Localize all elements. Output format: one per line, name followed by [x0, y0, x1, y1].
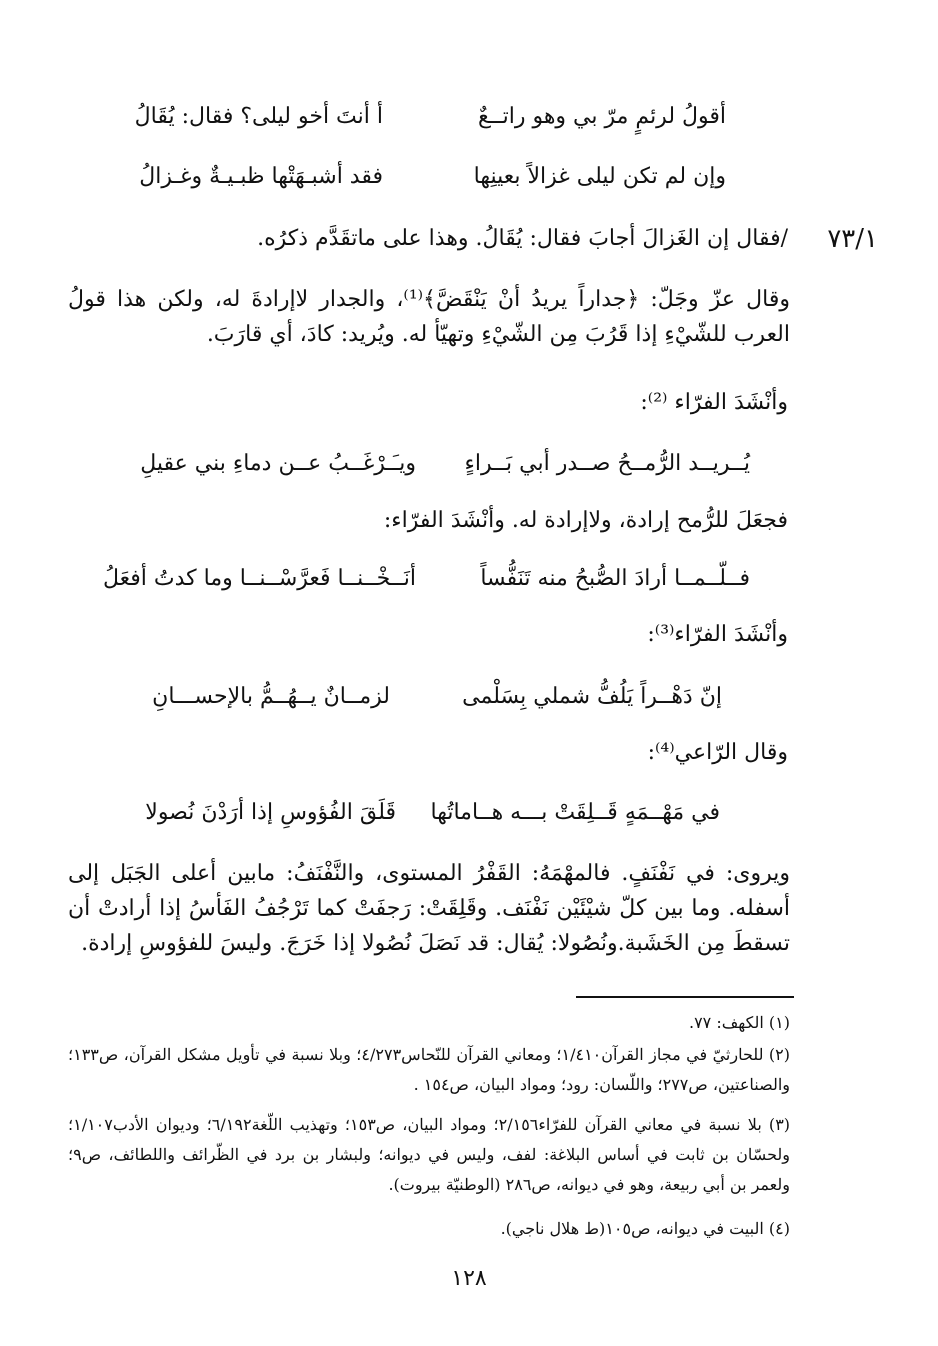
verse-1-second-hemistich: أ أنتَ أخو ليلى؟ فقال: يُقَالُ [134, 104, 383, 129]
footnote-separator [576, 996, 794, 998]
verse-5-second-hemistich: لزمــانٌ يــهُــمُّ بالإحســـانِ [152, 684, 390, 709]
verse-4-first-hemistich: فــلّــمــا أرادَ الصُّبحُ منه تَنَفُّساً [480, 566, 750, 591]
verse-3-second-hemistich: ويـَـرْغَــبُ عــن دماءِ بني عقيلِ [140, 451, 416, 476]
footnote-3: (٣) بلا نسبة في معاني القرآن للفرّاء٢/١٥٦؛ ومواد البيان، ص١٥٣؛ وتهذيب اللّغة٦/١٩٢؛ وديوان الأدب١/١٠٧؛ ولحسّان بن ثابت في أساس البلاغة: لفف، وليس في ديوانه؛ ولبشار بن برد في الظّرائف واللطائف، ص٩؛ ولعمر بن أبي ربيعة، وهو في ديوانه، ص٢٨٦ (الوطنيّة بيروت). [68, 1115, 791, 1194]
text-line: فجعَلَ للرُّمح إرادة، ولاإرادة له. وأنْشَدَ الفرّاء: [383, 508, 788, 533]
text-line: وأنْشَدَ الفرّاء ⁽²⁾: [640, 390, 788, 415]
text-line: وقال الرّاعي⁽⁴⁾: [647, 740, 788, 765]
verse-2-second-hemistich: فقد أشبـهَتْها ظبـيـةٌ وغـزالُ [139, 164, 383, 189]
footnote-4: (٤) البيت في ديوانه، ص١٠٥(ط هلال ناجي). [500, 1219, 790, 1238]
text-line: /فقال إن الغَزالَ أجابَ فقال: يُقَالُ. وهذا على ماتقَدَّم ذكرُه. [257, 226, 788, 251]
text-line: وأنْشَدَ الفرّاء⁽³⁾: [647, 622, 788, 647]
verse-2-first-hemistich: وإن لم تكن ليلى غزالاً بعينِها [473, 164, 726, 189]
verse-6-second-hemistich: قَلَقَ الفُؤوسِ إذا أرَدْنَ نُصولا [145, 800, 396, 825]
margin-page-reference: ٧٣/١ [827, 224, 878, 254]
verse-6-first-hemistich: في مَهْــمَهٍ قَــلِقَتْ بـــه هــاماتُها [430, 800, 720, 825]
verse-3-first-hemistich: يُــريــد الرُّمــحُ صــدر أبي بَــراءٍ [464, 451, 750, 476]
verse-4-second-hemistich: أنَــخْــنــا فَعرَّسْــنــا وما كدتُ أفعَلُ [103, 566, 416, 591]
paragraph: وقال عزّ وجَلّ: ﴿جداراً يريدُ أنْ يَنْقَضَّ﴾⁽¹⁾، والجدار لاإرادةَ له، ولكن هذا قولُ العرب للشّيْءِ إذا قَرُبَ مِن الشّيْءِ وتهيّأ له. ويُريد: كادَ، أي قارَبَ. [68, 287, 790, 347]
verse-1-first-hemistich: أقولُ لرئمٍ مرّ بي وهو راتــعٌ [478, 104, 726, 129]
page-number: ١٢٨ [451, 1266, 487, 1291]
footnote-2: (٢) للحارثيّ في مجاز القرآن١/٤١٠؛ ومعاني القرآن للنّحاس٤/٢٧٣؛ وبلا نسبة في تأويل مشكل القرآن، ص١٣٣؛ والصناعتين، ص٢٧٧؛ واللّسان: رود؛ ومواد البيان، ص١٥٤ . [68, 1045, 791, 1094]
footnote-1: (١) الكهف: ٧٧. [688, 1013, 790, 1032]
verse-5-first-hemistich: إنّ دَهْــراً يَلُفُّ شملي بِسَلْمى [462, 684, 722, 709]
paragraph: ويروى: في نَفْنَفٍ. فالمهْمَهُ: القَفْرُ المستوى، والنَّفْنَفُ: مابين أعلى الجَبَل إلى أسفله. وما بين كلّ شيْئَيْن نَفْنَف. وقَلِقَتْ: رَجفَتْ كما تَرْجُفُ الفَأسُ إذا أرادتْ أن تسقطَ مِن الخَشَبة.ونُصُولا: يُقال: قد نَصَلَ نُصُولا إذا خَرَجَ. وليسَ للفؤوسِ إرادة. [68, 861, 791, 956]
